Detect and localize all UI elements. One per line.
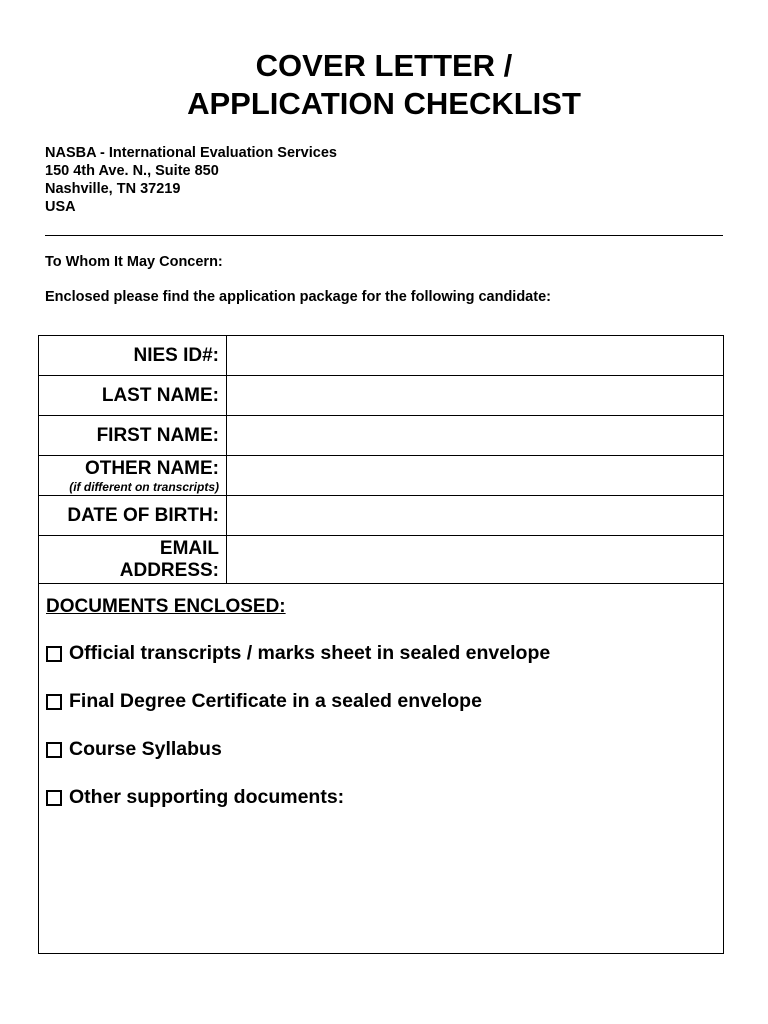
email-label-cell [39, 536, 227, 584]
checkbox-icon[interactable] [46, 742, 62, 758]
checkbox-icon[interactable] [46, 646, 62, 662]
recipient-address [45, 144, 337, 216]
divider-line [45, 235, 723, 236]
email-label-line-2: ADDRESS: [119, 559, 219, 581]
candidate-form-table [38, 335, 724, 954]
other-name-field[interactable] [227, 456, 724, 496]
form-row-date-of-birth [39, 496, 724, 536]
address-organization: NASBA - International Evaluation Services [45, 145, 337, 161]
address-city: Nashville, TN 37219 [45, 181, 181, 197]
doc-item-course-syllabus[interactable] [46, 738, 222, 761]
dob-label: DATE OF BIRTH: [39, 496, 227, 536]
email-label-line-1: EMAIL [159, 537, 219, 559]
address-country: USA [45, 199, 76, 215]
document-title-line-2: APPLICATION CHECKLIST [187, 86, 581, 121]
first-name-label: FIRST NAME: [39, 416, 227, 456]
last-name-field[interactable] [227, 376, 724, 416]
form-row-documents [39, 584, 724, 954]
other-name-note: (if different on transcripts) [69, 479, 219, 494]
address-street: 150 4th Ave. N., Suite 850 [45, 163, 219, 179]
doc-item-other-supporting[interactable] [46, 786, 344, 809]
last-name-label: LAST NAME: [39, 376, 227, 416]
dob-field[interactable] [227, 496, 724, 536]
first-name-field[interactable] [227, 416, 724, 456]
nies-id-label: NIES ID#: [39, 336, 227, 376]
salutation: To Whom It May Concern: [45, 254, 223, 270]
form-row-nies-id [39, 336, 724, 376]
other-name-label: OTHER NAME: [84, 457, 219, 479]
checkbox-icon[interactable] [46, 790, 62, 806]
doc-item-label: Course Syllabus [69, 738, 222, 760]
form-row-other-name [39, 456, 724, 496]
checkbox-icon[interactable] [46, 694, 62, 710]
documents-heading: DOCUMENTS ENCLOSED: [46, 596, 286, 617]
form-row-first-name [39, 416, 724, 456]
doc-item-label: Final Degree Certificate in a sealed envelope [69, 690, 482, 712]
doc-item-transcripts[interactable] [46, 642, 550, 665]
other-name-label-cell [39, 456, 227, 496]
doc-item-degree-certificate[interactable] [46, 690, 482, 713]
nies-id-field[interactable] [227, 336, 724, 376]
intro-paragraph: Enclosed please find the application package for the following candidate: [45, 289, 551, 305]
documents-section [39, 584, 724, 954]
form-row-last-name [39, 376, 724, 416]
form-row-email [39, 536, 724, 584]
document-title-line-1: COVER LETTER / [255, 48, 513, 83]
doc-item-label: Other supporting documents: [69, 786, 345, 808]
email-field[interactable] [227, 536, 724, 584]
doc-item-label: Official transcripts / marks sheet in sealed envelope [69, 642, 551, 664]
